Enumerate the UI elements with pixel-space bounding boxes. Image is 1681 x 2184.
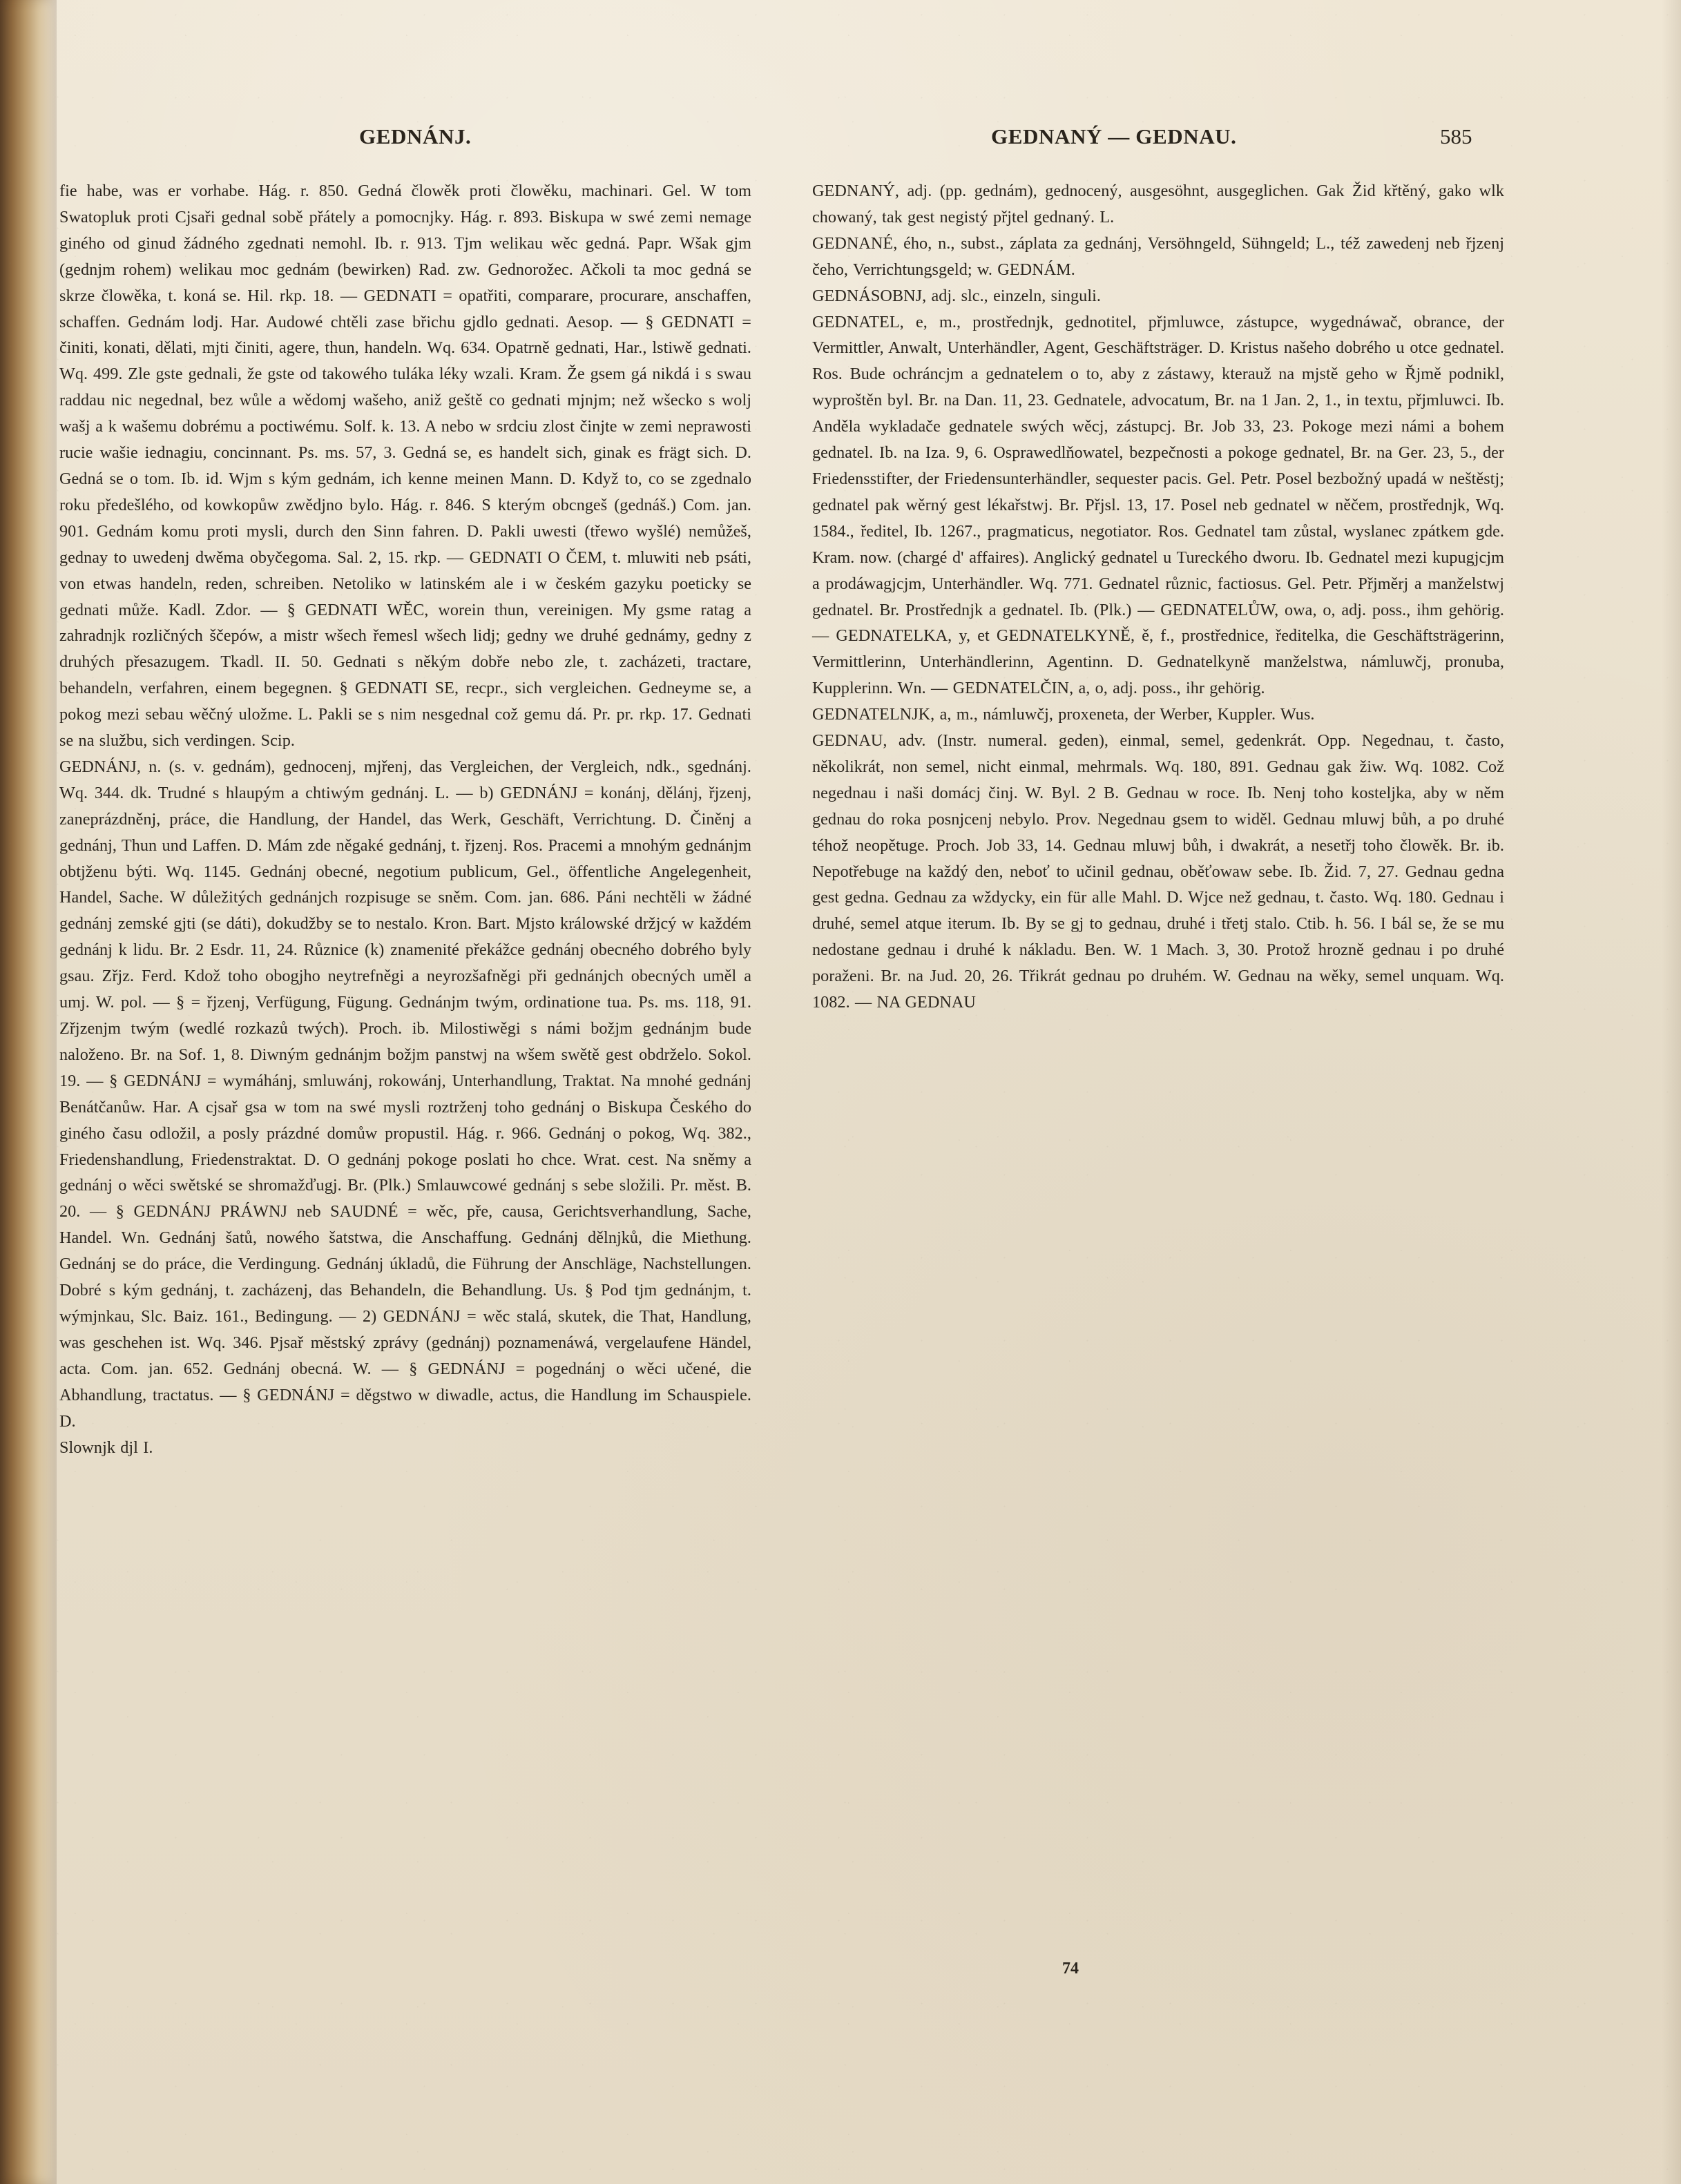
page-number-top: 585: [1440, 124, 1472, 148]
running-header-left: GEDNÁNJ.: [359, 124, 472, 148]
right-column: [812, 178, 1504, 1016]
left-footer-text: Slownjk djl I.: [59, 1438, 153, 1457]
right-paragraph-3: GEDNÁSOBNJ, adj. slc., einzeln, singuli.: [812, 286, 1101, 305]
right-paragraph-2: GEDNANÉ, ého, n., subst., záplata za gednánj, Versöhngeld, Sühngeld; L., též zawedenj neb řjzenj čeho, Verrichtungsgeld; w. GEDNÁM.: [812, 233, 1504, 279]
left-column: [59, 178, 751, 1460]
left-paragraph-2: GEDNÁNJ, n. (s. v. gednám), gednocenj, mjřenj, das Vergleichen, der Vergleich, ndk., sgednánj. Wq. 344. dk. Trudné s hlaupým a chtiwým gednánj. L. — b) GEDNÁNJ = konánj, dělánj, řjzenj, zaneprázdněnj, práce, die Handlung, der Handel, das Werk, Geschäft, Verrichtung. D. Činěnj a gednánj, Thun und Laffen. D. Mám zde něgaké gednánj, t. řjzenj. Ros. Pracemi a mnohým gednánjm obtjženu býti. Wq. 1145. Gednánj obecné, negotium publicum, Gel., öffentliche Angelegenheit, Handel, Sache. W důležitých gednánjch rozpisuge se sněm. Com. jan. 686. Páni nechtěli w žádné gednánj zemské gjti (se dáti), dokudžby se to nestalo. Kron. Bart. Mjsto králowské držjcý w každém gednánj k lidu. Br. 2 Esdr. 11, 24. Různice (k) znamenité překážce gednánj obecného dobrého byly gsau. Zřjz. Ferd. Kdož toho obogjho neytrefněgi a neyrozšafněgi při gednánjch obecných uměl a umj. W. pol. — § = řjzenj, Verfügung, Fügung. Gednánjm twým, ordinatione tua. Ps. ms. 118, 91. Zřjzenjm twým (wedlé rozkazů twých). Proch. ib. Milostiwěgi s námi božjm gednánjm bude naloženo. Br. na Sof. 1, 8. Diwným gednánjm božjm panstwj na wšem swětě gest obdrželo. Sokol. 19. — § GEDNÁNJ = wymáhánj, smluwánj, rokowánj, Unterhandlung, Traktat. Na mnohé gednánj Benátčanůw. Har. A cjsař gsa w tom na swé mysli roztrženj toho gednánj o Biskupa Českého do giného času odložil, a posly prázdné domůw propustil. Hág. r. 966. Gednánj o pokog, Wq. 382., Friedenshandlung, Friedenstraktat. D. O gednánj pokoge poslati ho chce. Wrat. cest. Na sněmy a gednánj o wěci swětské se shromažďugj. Br. (Plk.) Smlauwcowé gednánj s sebe složili. Pr. měst. B. 20. — § GEDNÁNJ PRÁWNJ neb SAUDNÉ = wěc, pře, causa, Gerichtsverhandlung, Sache, Handel. Wn. Gednánj šatů, nowého šatstwa, die Anschaffung. Gednánj dělnjků, die Miethung. Gednánj se do práce, die Verdingung. Gednánj úkladů, die Führung der Anschläge, Nachstellungen. Dobré s kým gednánj, t. zacházenj, das Behandeln, die Behandlung. Us. § Pod tjm gednánjm, t. wýmjnkau, Slc. Baiz. 161., Bedingung. — 2) GEDNÁNJ = wěc stalá, skutek, die That, Handlung, was geschehen ist. Wq. 346. Pjsař městský zprávy (gednánj) poznamenáwá, vergelaufene Händel, acta. Com. jan. 652. Gednánj obecná. W. — § GEDNÁNJ = pogednánj o wěci učené, die Abhandlung, tractatus. — § GEDNÁNJ = děgstwo w diwadle, actus, die Handlung im Schauspiele. D.: [59, 757, 751, 1431]
right-paragraph-6: GEDNAU, adv. (Instr. numeral. geden), einmal, semel, gedenkrát. Opp. Negednau, t. často, několikrát, non semel, nicht einmal, mehrmals. Wq. 180, 891. Gednau gak žiw. Wq. 1082. Což negednau i naši domácj činj. W. Byl. 2 B. Gednau w roce. Ib. Nenj toho kosteljka, aby w něm gednau do roka posnjcenj nebylo. Prov. Negednau gsem to widěl. Gednau mluwj bůh, a po druhé téhož neopětuge. Proch. Job 33, 14. Gednau mluwj bůh, i dwakrát, a nesetřj toho člowěk. Br. ib. Nepotřebuge na každý den, neboť to učinil gednau, oběťowaw sebe. Ib. Žid. 7, 27. Gednau gedna gest gedna. Gednau za wždycky, ein für alle Mahl. D. Wjce než gednau, t. často. Wq. 180. Gednau i druhé, semel atque iterum. Ib. By se gj to gednau, druhé i třetj stalo. Ctib. h. 56. I bál se, že se mu nedostane gednau i druhé k nákladu. Ben. W. 1 Mach. 3, 30. Protož hrozně gednau i po druhé poraženi. Br. na Jud. 20, 26. Třikrát gednau po druhém. W. Gednau na wěky, semel unquam. Wq. 1082. — NA GEDNAU: [812, 731, 1504, 1012]
right-paragraph-5: GEDNATELNJK, a, m., námluwčj, proxeneta, der Werber, Kuppler. Wus.: [812, 705, 1315, 724]
left-paragraph-1: fie habe, was er vorhabe. Hág. r. 850. Gedná člowěk proti člowěku, machinari. Gel. W tom Swatopluk proti Cjsaři gednal sobě přátely a pomocnjky. Hág. r. 893. Biskupa w swé zemi nemage giného od ginud žádného zgednati nemohl. Ib. r. 913. Tjm welikau wěc gedná. Papr. Wšak gjm (gednjm rohem) welikau moc gednám (bewirken) Rad. zw. Gednorožec. Ačkoli ta moc gedná se skrze člowěka, t. koná se. Hil. rkp. 18. — GEDNATI = opatřiti, comparare, procurare, anschaffen, schaffen. Gednám lodj. Har. Audowé chtěli zase břichu gjdlo gednati. Aesop. — § GEDNATI = činiti, konati, dělati, mjti činiti, agere, thun, handeln. Wq. 634. Opatrně gednati, Har., lstiwě gednati. Wq. 499. Zle gste gednali, že gste od takowého tuláka léky wzali. Kram. Že gsem gá nikdá i s swau raddau nic negednal, bez wůle a wědomj wašeho, aniž geště co gednati mjnjm; než wšecko s wolj wašj a k wašemu dobrému a poctiwému. Solf. k. 13. A nebo w srdciu zlost činjte w zemi neprawosti rucie wašie iednagiu, concinnant. Ps. ms. 57, 3. Gedná se, es handelt sich, ginak es frägt sich. D. Gedná se o tom. Ib. id. Wjm s kým gednám, ich kenne meinen Mann. D. Když to, co se zgednalo roku předešlého, od kowkopůw zwědjno bylo. Hág. r. 846. S kterým obcngeš (gednáš.) Com. jan. 901. Gednám komu proti mysli, durch den Sinn fahren. D. Pakli uwesti (třewo wyšlé) nemůžeš, gednay to uwedenj dwěma obyčegoma. Sal. 2, 15. rkp. — GEDNATI O ČEM, t. mluwiti neb psáti, von etwas handeln, reden, schreiben. Netoliko w latinském ale i w českém gazyku poeticky se gednati může. Kadl. Zdor. — § GEDNATI WĚC, worein thun, vereinigen. My gsme ratag a zahradnjk rozličných ščepów, a mistr wšech řemesl wšech lidj; gedny we druhé gednámy, gedny z druhých přesazugem. Tkadl. II. 50. Gednati s někým dobře nebo zle, t. zacházeti, tractare, behandeln, verfahren, einem begegnen. § GEDNATI SE, recpr., sich vergleichen. Gedneyme se, a pokog mezi sebau wěčný uložme. L. Pakli se s nim nesgednal což gemu dá. Pr. pr. rkp. 17. Gednati se na službu, sich verdingen. Scip.: [59, 182, 751, 751]
right-paragraph-4: GEDNATEL, e, m., prostřednjk, gednotitel, přjmluwce, zástupce, wygednáwač, obrance, der Vermittler, Anwalt, Unterhändler, Agent, Geschäftsträger. D. Kristus našeho dobrého u otce gednatel. Ros. Bude ochráncjm a gednatelem o to, aby z zástawy, kterauž na mjstě geho w Řjmě podnikl, wyproštěn byl. Br. na Dan. 11, 23. Gednatele, advocatum, Br. na 1 Jan. 2, 1., in textu, přjmluwci. Ib. Anděla wykladače gednatele swých wěcj, zástupcj. Br. Job 33, 23. Pokoge mezi námi a bohem gednatel. Ib. na Iza. 9, 6. Osprawedlňowatel, bezpečnosti a pokoge gednatel, Br. na Ger. 23, 5., der Friedensstifter, der Friedensunterhändler, sequester pacis. Gel. Petr. Posel bezbožný upadá w neštěstj; gednatel pak wěrný gest lékařstwj. Br. Přjsl. 13, 17. Posel neb gednatel w něčem, prostřednjk, Wq. 1584., ředitel, Ib. 1267., pragmaticus, negotiator. Ros. Gednatel tam zůstal, wyslanec zpátkem gde. Kram. now. (chargé d' affaires). Anglický gednatel u Tureckého dworu. Ib. Gednatel mezi kupugjcjm a prodáwagjcjm, Unterhändler. Wq. 771. Gednatel různic, factiosus. Gel. Petr. Přjměrj a manželstwj gednatel. Br. Prostřednjk a gednatel. Ib. (Plk.) — GEDNATELŮW, owa, o, adj. poss., ihm gehörig. — GEDNATELKA, y, et GEDNATELKYNĚ, ě, f., prostřednice, ředitelka, die Geschäftsträgerinn, Vermittlerinn, Unterhändlerinn, Agentinn. D. Gednatelkyně manželstwa, námluwčj, pronuba, Kupplerinn. Wn. — GEDNATELČIN, a, o, adj. poss., ihr gehörig.: [812, 312, 1504, 698]
running-header-center: GEDNANÝ — GEDNAU.: [991, 124, 1237, 148]
page-number-bottom: 74: [1062, 1960, 1079, 1978]
right-paragraph-1: GEDNANÝ, adj. (pp. gednám), gednocený, ausgesöhnt, ausgeglichen. Gak Žid křtěný, gako wlk chowaný, tak gest negistý přjtel gednaný. L.: [812, 182, 1504, 226]
